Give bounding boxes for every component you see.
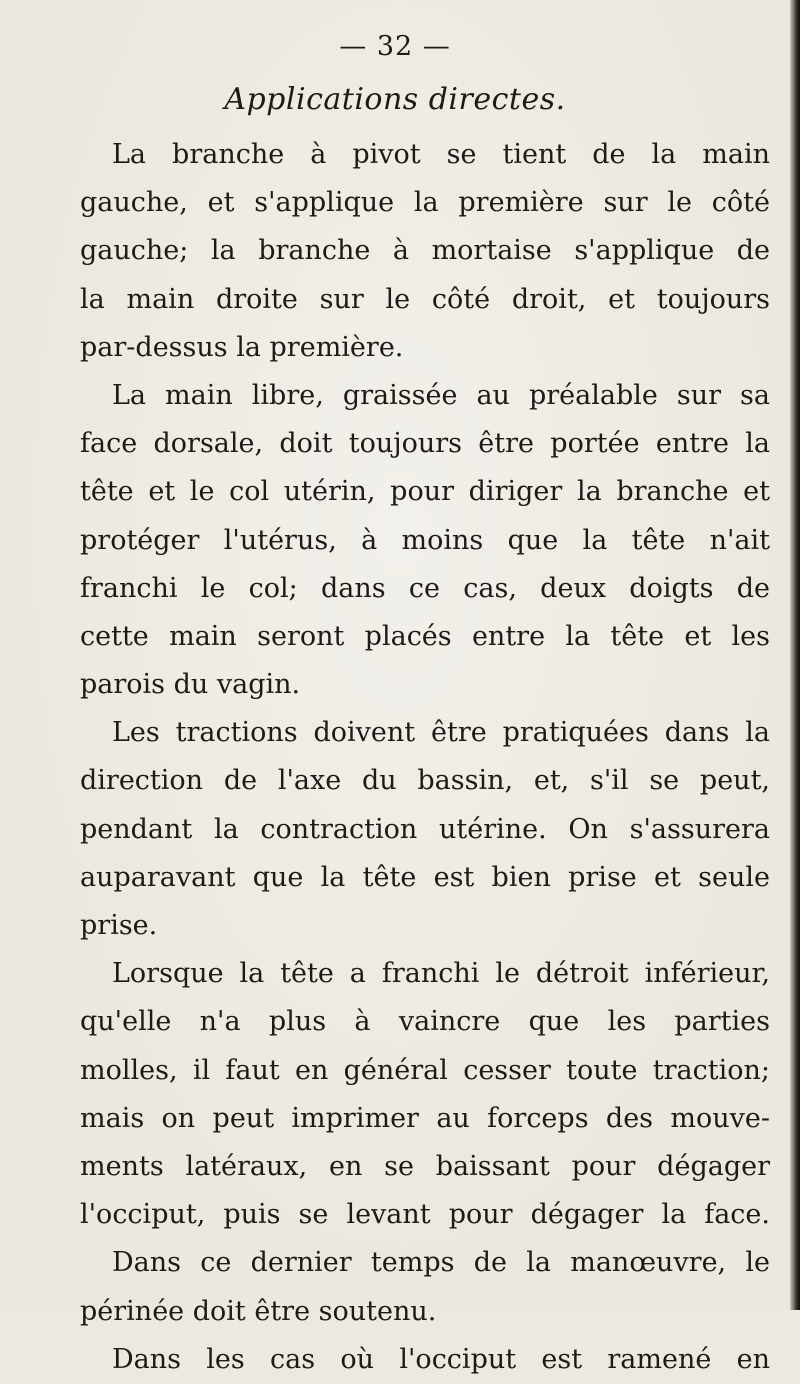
body-text [80,131,770,1384]
text-line: cette main seront placés entre la tête et les [80,620,770,652]
text-line: Lorsque la tête a franchi le détroit inférieur, [112,958,770,990]
text-line: la main droite sur le côté droit, et toujours [80,283,770,315]
text-line: Les tractions doivent être pratiquées dans la [112,717,770,749]
text-line: Dans ce dernier temps de la manœuvre, le [112,1247,770,1279]
page-edge-shadow [790,0,800,1310]
text-line: pendant la contraction utérine. On s'assurera [80,813,770,845]
text-line: gauche; la branche à mortaise s'applique de [80,235,770,267]
text-line: par-dessus la première. [80,331,404,363]
text-line: gauche, et s'applique la première sur le côté [80,187,770,219]
text-line: tête et le col utérin, pour diriger la branche et [80,476,770,508]
text-line: qu'elle n'a plus à vaincre que les parties [80,1006,770,1038]
text-line: auparavant que la tête est bien prise et seule [80,861,770,893]
text-line: mais on peut imprimer au forceps des mouve- [80,1102,770,1134]
page-number: — 32 — [339,31,451,62]
text-line: Dans les cas où l'occiput est ramené en [112,1343,770,1375]
text-line: face dorsale, doit toujours être portée entre la [80,428,770,460]
text-line: La branche à pivot se tient de la main [112,139,770,170]
text-line: direction de l'axe du bassin, et, s'il se peut, [80,765,770,797]
text-line: l'occiput, puis se levant pour dégager la face. [80,1199,770,1231]
text-line: prise. [80,910,158,941]
text-line: parois du vagin. [80,669,301,701]
text-line: La main libre, graissée au préalable sur sa [112,379,770,411]
text-line: franchi le col; dans ce cas, deux doigts de [80,572,770,604]
text-line: périnée doit être soutenu. [80,1295,437,1327]
text-line: ments latéraux, en se baissant pour dégager [80,1150,770,1182]
text-line: molles, il faut en général cesser toute traction; [80,1054,770,1086]
section-heading: Applications directes. [224,82,566,117]
text-line: protéger l'utérus, à moins que la tête n'ait [80,524,770,556]
